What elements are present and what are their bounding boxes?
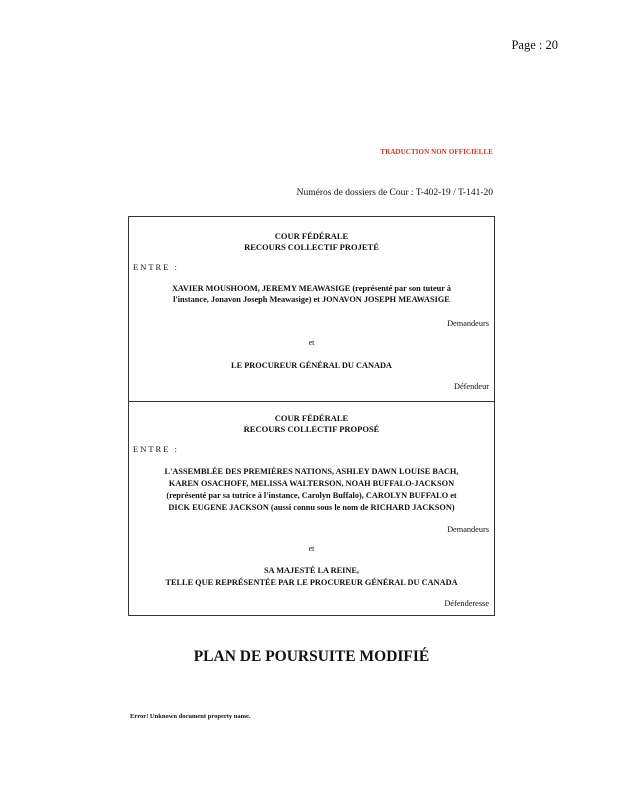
plaintiffs-role: Demandeurs <box>447 319 489 328</box>
plaintiffs-line: DICK EUGENE JACKSON (aussi connu sous le nom de RICHARD JACKSON) <box>168 503 455 512</box>
court-file-numbers: Numéros de dossiers de Cour : T-402-19 / T-141-20 <box>296 188 493 198</box>
defendant-role: Défenderesse <box>444 599 489 608</box>
plaintiffs-line: l'instance, Jonavon Joseph Meawasige) et JONAVON JOSEPH MEAWASIGE <box>173 295 450 304</box>
court-name: COUR FÉDÉRALE <box>274 231 349 241</box>
style-of-cause-box <box>128 216 495 616</box>
defendant-role: Défendeur <box>453 382 489 391</box>
case-section-1 <box>129 217 494 402</box>
plaintiffs-line: L'ASSEMBLÉE DES PREMIÈRES NATIONS, ASHLEY DAWN LOUISE BACH, <box>164 467 459 476</box>
plaintiffs-line: KAREN OSACHOFF, MELISSA WALTERSON, NOAH BUFFALO-JACKSON <box>168 479 455 488</box>
case-section-2 <box>129 401 494 615</box>
document-title: PLAN DE POURSUITE MODIFIÉ <box>193 648 430 665</box>
unofficial-translation-label: TRADUCTION NON OFFICIELLE <box>380 148 493 156</box>
and-separator: et <box>308 544 315 553</box>
and-separator: et <box>308 338 315 347</box>
between-label: ENTRE : <box>133 444 179 454</box>
defendant-line: LE PROCUREUR GÉNÉRAL DU CANADA <box>231 361 392 370</box>
court-name: COUR FÉDÉRALE <box>274 413 349 423</box>
between-label: ENTRE : <box>133 262 179 272</box>
plaintiffs-line: (représenté par sa tutrice à l'instance, Carolyn Buffalo), CAROLYN BUFFALO et <box>166 491 457 500</box>
defendant-line: TELLE QUE REPRÉSENTÉE PAR LE PROCUREUR GÉNÉRAL DU CANADA <box>165 578 458 587</box>
page-number: Page : 20 <box>511 38 558 52</box>
proceeding-type: RECOURS COLLECTIF PROPOSÉ <box>243 424 380 434</box>
proceeding-type: RECOURS COLLECTIF PROJETÉ <box>244 242 379 252</box>
plaintiffs-line: XAVIER MOUSHOOM, JEREMY MEAWASIGE (représenté par son tuteur à <box>171 284 452 293</box>
defendant-line: SA MAJESTÉ LA REINE, <box>264 566 359 575</box>
plaintiffs-role: Demandeurs <box>447 525 489 534</box>
document-property-error: Error! Unknown document property name. <box>130 713 251 720</box>
